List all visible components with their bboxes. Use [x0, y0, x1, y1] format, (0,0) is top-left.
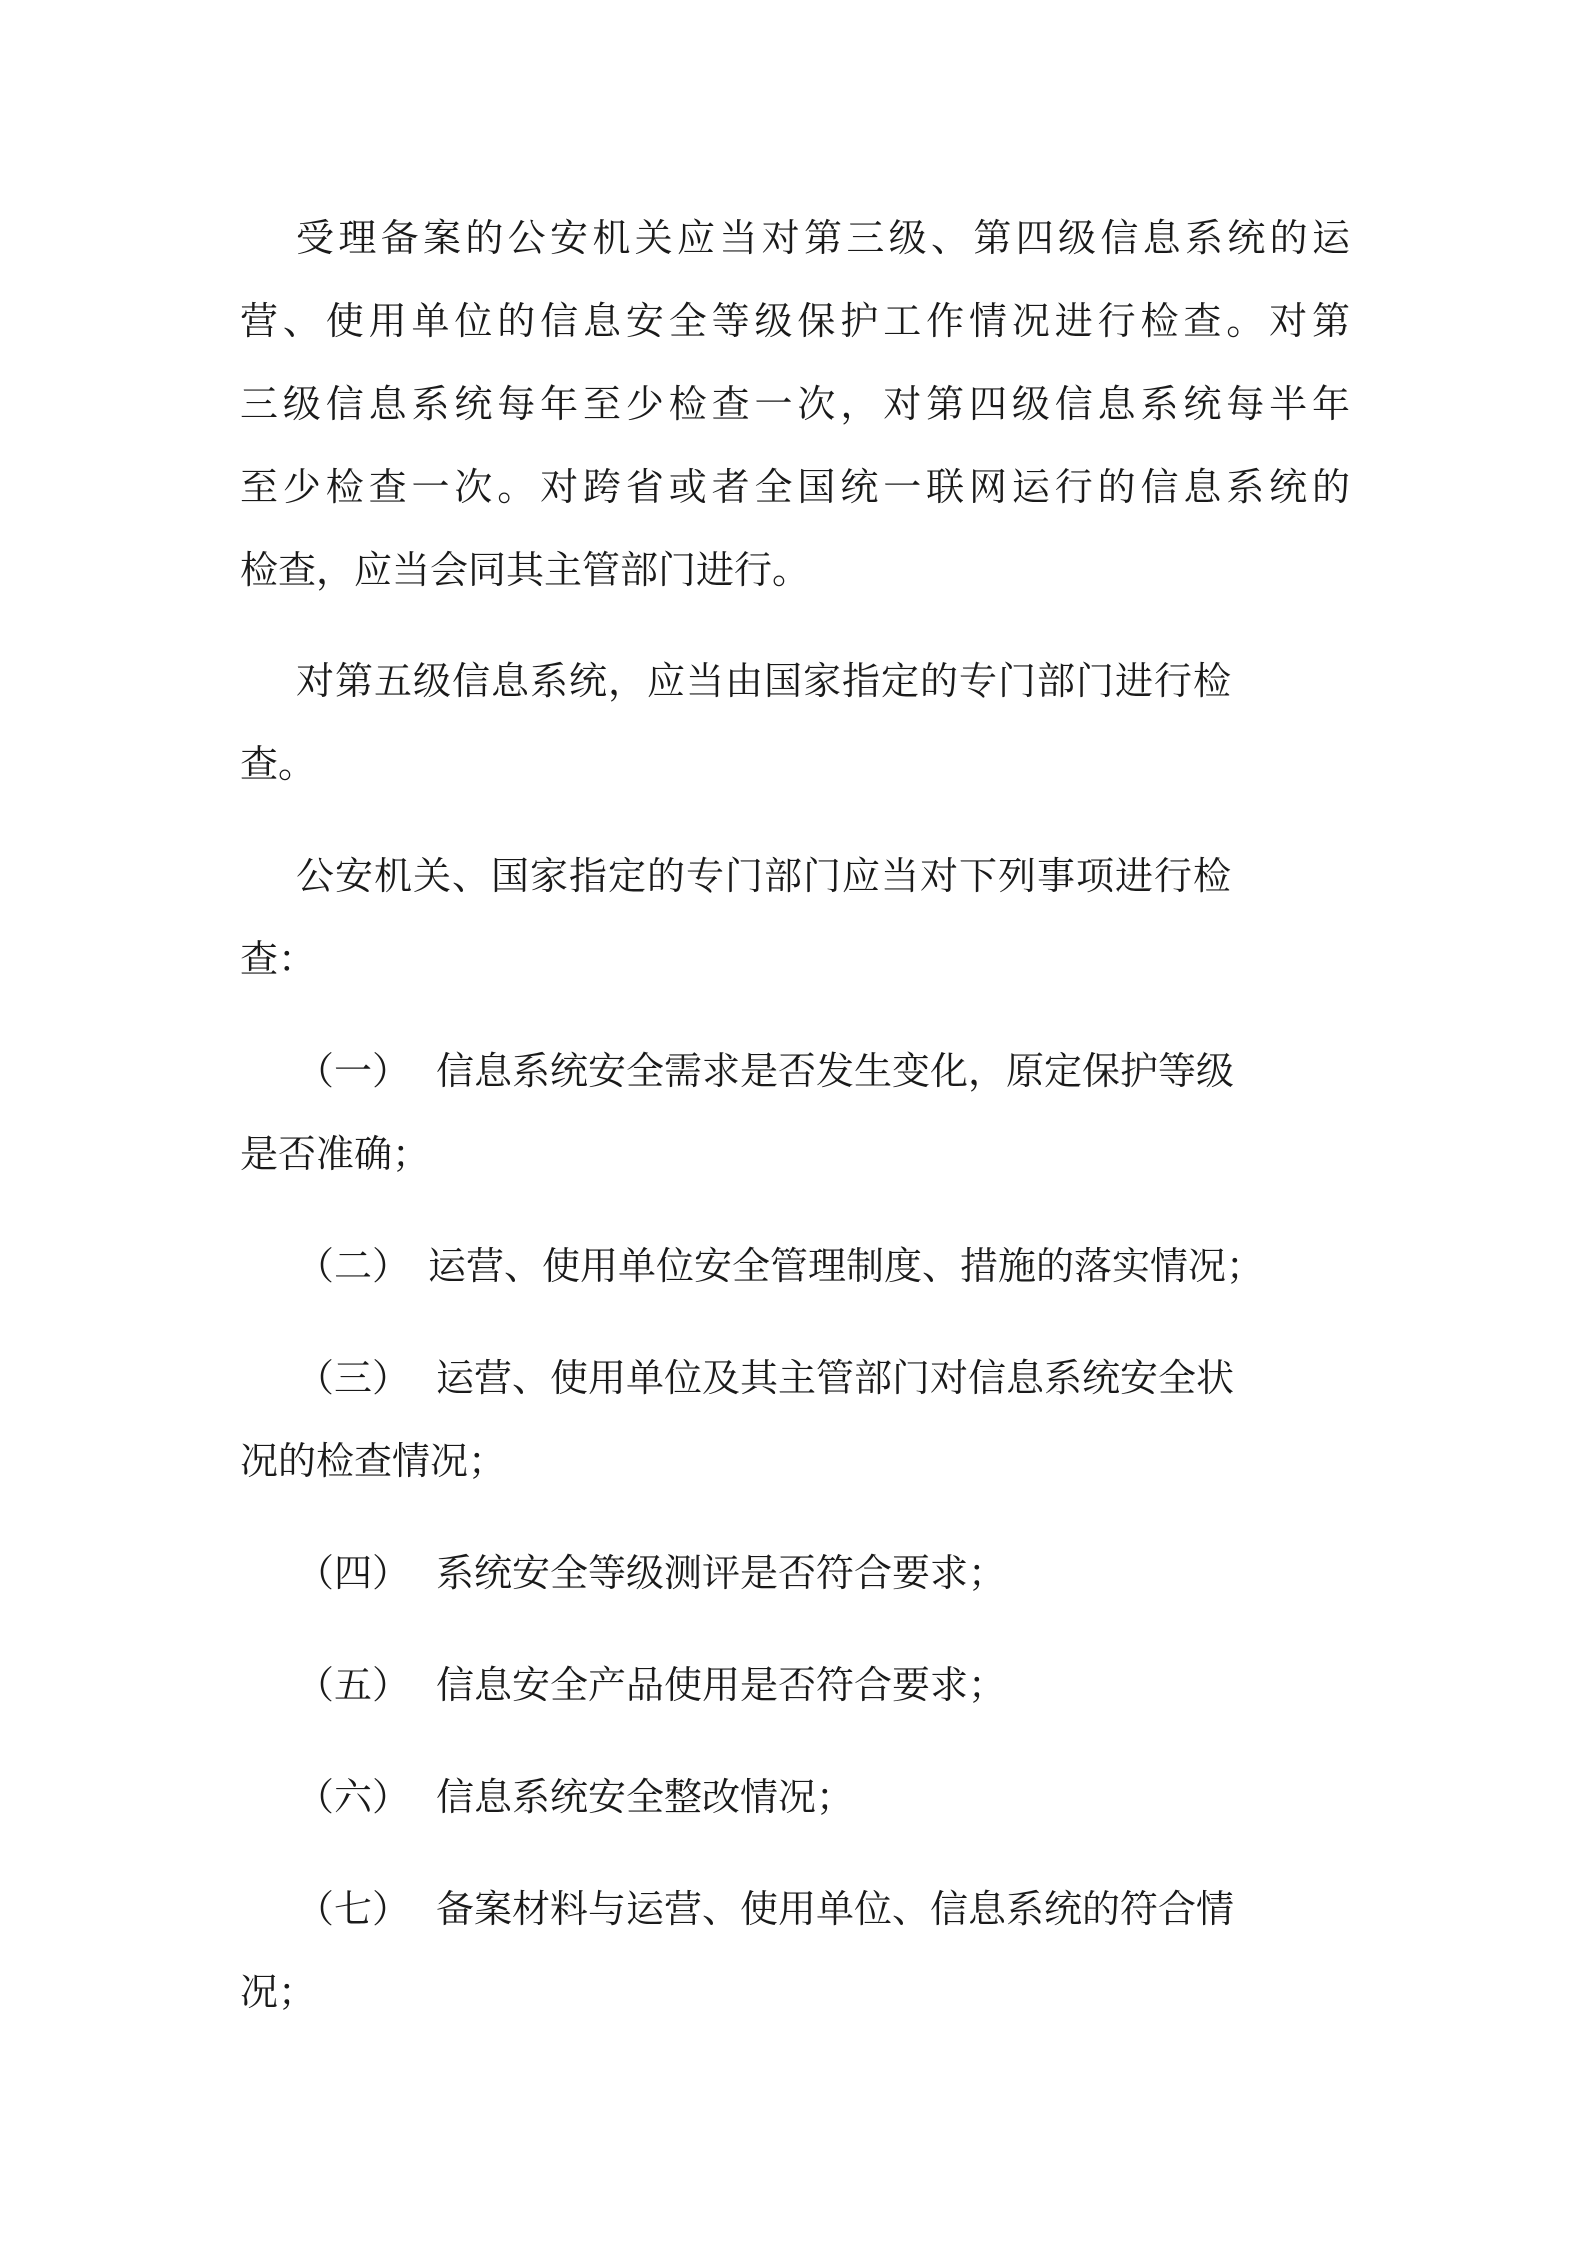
list-item-3: [296, 1353, 1234, 1403]
list-item-text: 信息系统安全整改情况；: [436, 1775, 855, 1819]
paragraph-3-line-1: 公安机关、国家指定的专门部门应当对下列事项进行检: [296, 854, 1233, 898]
paragraph-1-line-2: 营、使用单位的信息安全等级保护工作情况进行检查。对第: [240, 299, 1350, 343]
list-item-text: 系统安全等级测评是否符合要求；: [436, 1551, 1007, 1595]
list-item-text: 运营、使用单位安全管理制度、措施的落实情况；: [428, 1244, 1265, 1288]
list-item-number: （一）: [296, 1049, 411, 1093]
paragraph-1-line-3: 三级信息系统每年至少检查一次，对第四级信息系统每半年: [240, 382, 1350, 426]
list-item-text: 运营、使用单位及其主管部门对信息系统安全状: [436, 1356, 1235, 1400]
list-item-4: [296, 1548, 1006, 1598]
paragraph-2-line-2: 查。: [240, 742, 317, 786]
list-item-number: （二）: [296, 1244, 411, 1288]
list-item-3-line-2: 况的检查情况；: [240, 1439, 507, 1483]
list-item-number: （五）: [296, 1663, 411, 1707]
list-item-number: （四）: [296, 1551, 411, 1595]
paragraph-2-line-1: 对第五级信息系统，应当由国家指定的专门部门进行检: [296, 659, 1233, 703]
list-item-text: 信息安全产品使用是否符合要求；: [436, 1663, 1007, 1707]
paragraph-3-line-2: 查：: [240, 937, 317, 981]
paragraph-1-line-1: 受理备案的公安机关应当对第三级、第四级信息系统的运: [296, 216, 1350, 260]
paragraph-1-line-4: 至少检查一次。对跨省或者全国统一联网运行的信息系统的: [240, 465, 1350, 509]
list-item-text: 信息系统安全需求是否发生变化，原定保护等级: [436, 1049, 1235, 1093]
list-item-number: （七）: [296, 1887, 411, 1931]
list-item-7-line-2: 况；: [240, 1970, 317, 2014]
list-item-5: [296, 1660, 1006, 1710]
list-item-7: [296, 1884, 1234, 1934]
list-item-1-line-2: 是否准确；: [240, 1132, 431, 1176]
list-item-text: 备案材料与运营、使用单位、信息系统的符合情: [436, 1887, 1235, 1931]
paragraph-1-line-5: 检查，应当会同其主管部门进行。: [240, 548, 811, 592]
list-item-6: [296, 1772, 854, 1822]
list-item-2: [296, 1241, 1264, 1291]
list-item-number: （三）: [296, 1356, 411, 1400]
list-item-number: （六）: [296, 1775, 411, 1819]
list-item-1: [296, 1046, 1234, 1096]
